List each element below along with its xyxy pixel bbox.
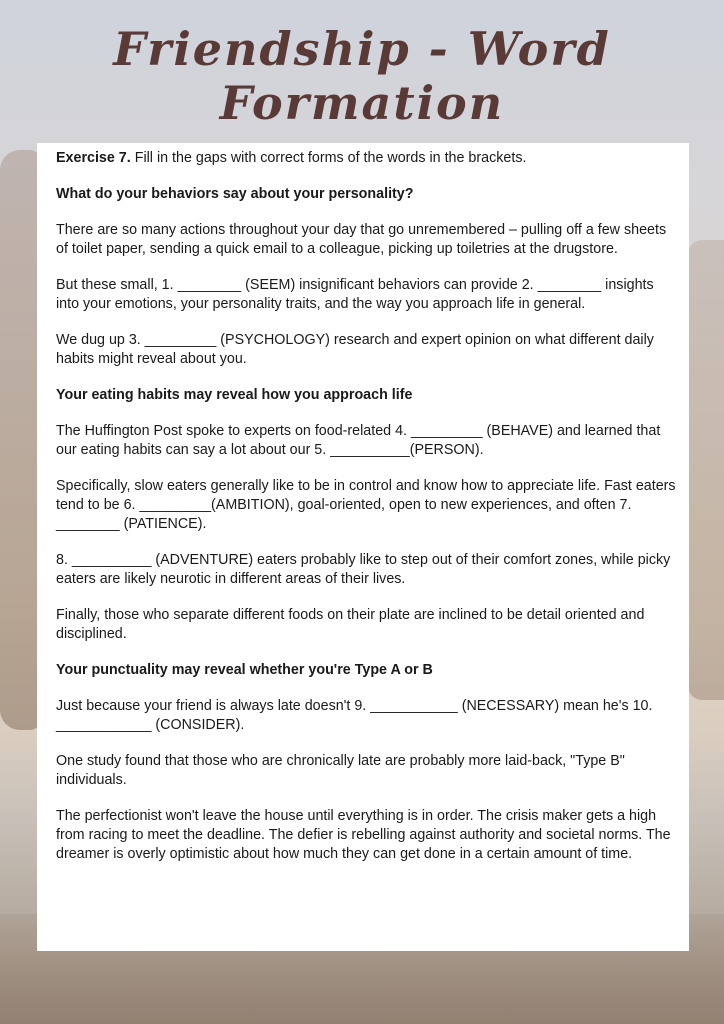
exercise-label: Exercise 7. bbox=[56, 150, 131, 166]
heading-punctuality: Your punctuality may reveal whether you're Type A or B bbox=[56, 662, 433, 678]
worksheet-panel bbox=[37, 143, 689, 951]
paragraph-9: One study found that those who are chronically late are probably more laid-back, "Type B" individuals. bbox=[56, 753, 625, 788]
background-figure-left bbox=[0, 150, 40, 730]
paragraph-2: But these small, 1. ________ (SEEM) insignificant behaviors can provide 2. ________ insights into your emotions, your personality traits, and the way you approach life in general. bbox=[56, 277, 654, 312]
heading-behaviors: What do your behaviors say about your personality? bbox=[56, 186, 414, 202]
heading-eating: Your eating habits may reveal how you approach life bbox=[56, 387, 413, 403]
paragraph-1: There are so many actions throughout your day that go unremembered – pulling off a few sheets of toilet paper, sending a quick email to a colleague, picking up toiletries at the drugstore. bbox=[56, 222, 667, 257]
paragraph-6: 8. __________ (ADVENTURE) eaters probably like to step out of their comfort zones, while picky eaters are likely neurotic in different areas of their lives. bbox=[56, 552, 671, 587]
exercise-instruction bbox=[56, 149, 677, 168]
paragraph-7: Finally, those who separate different foods on their plate are inclined to be detail oriented and disciplined. bbox=[56, 607, 645, 642]
exercise-instruction-text: Fill in the gaps with correct forms of the words in the brackets. bbox=[130, 150, 527, 166]
paragraph-5: Specifically, slow eaters generally like to be in control and know how to appreciate life. Fast eaters tend to be 6. _________(AMBITION), goal-oriented, open to new experiences, and often 7. ________ (PATIENCE). bbox=[56, 478, 676, 532]
page-title: Friendship - Word Formation bbox=[113, 22, 611, 130]
paragraph-4: The Huffington Post spoke to experts on food-related 4. _________ (BEHAVE) and learned that our eating habits can say a lot about our 5. __________(PERSON). bbox=[56, 423, 661, 458]
paragraph-3: We dug up 3. _________ (PSYCHOLOGY) research and expert opinion on what different daily habits might reveal about you. bbox=[56, 332, 654, 367]
paragraph-10: The perfectionist won't leave the house until everything is in order. The crisis maker gets a high from racing to meet the deadline. The defier is rebelling against authority and societal norms. The dreamer is overly optimistic about how much they can get done in a certain amount of time. bbox=[56, 808, 671, 862]
background-figure-right bbox=[688, 240, 724, 700]
paragraph-8: Just because your friend is always late doesn't 9. ___________ (NECESSARY) mean he's 10. ____________ (CONSIDER). bbox=[56, 698, 653, 733]
